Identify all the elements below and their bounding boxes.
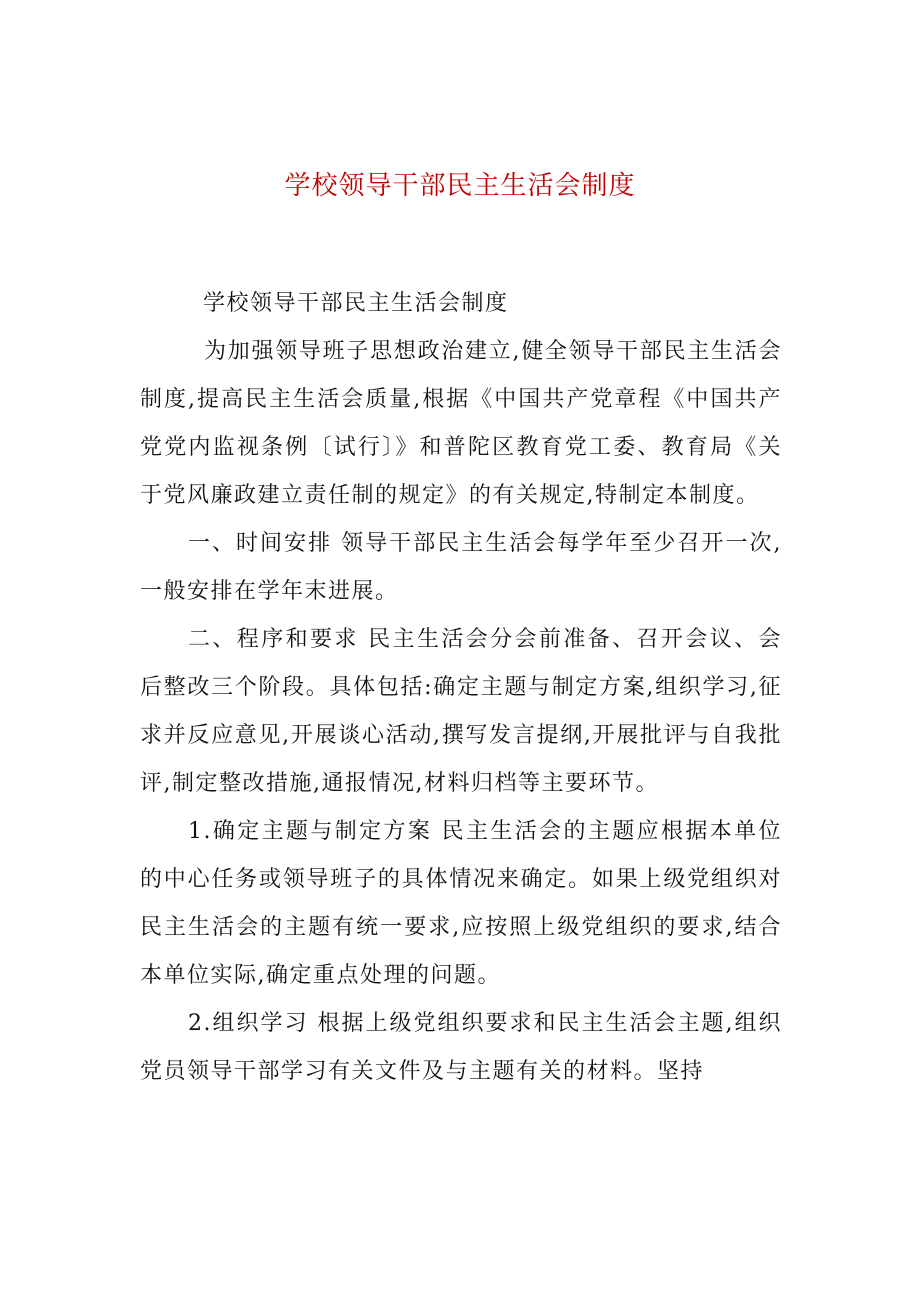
- item-organize-study: 2.组织学习 根据上级党组织要求和民主生活会主题,组织党员领导干部学习有关文件及与主题有关的材料。坚持: [140, 1011, 782, 1084]
- section-time-arrangement: 一、时间安排 领导干部民主生活会每学年至少召开一次,一般安排在学年末进展。: [140, 531, 782, 604]
- document-title: 学校领导干部民主生活会制度: [284, 171, 636, 201]
- document-body: [140, 280, 782, 1096]
- document-subtitle: 学校领导干部民主生活会制度: [203, 291, 509, 316]
- section-procedure-requirements: 二、程序和要求 民主生活会分会前准备、召开会议、会后整改三个阶段。具体包括:确定主题与制定方案,组织学习,征求并反应意见,开展谈心活动,撰写发言提纲,开展批评与自我批评,制定整改措施,通报情况,材料归档等主要环节。: [140, 627, 782, 796]
- item-determine-theme: 1.确定主题与制定方案 民主生活会的主题应根据本单位的中心任务或领导班子的具体情况来确定。如果上级党组织对民主生活会的主题有统一要求,应按照上级党组织的要求,结合本单位实际,确定重点处理的问题。: [140, 819, 782, 988]
- intro-paragraph: 为加强领导班子思想政治建立,健全领导干部民主生活会制度,提高民主生活会质量,根据《中国共产党章程《中国共产党党内监视条例〔试行〕》和普陀区教育党工委、教育局《关于党风廉政建立责任制的规定》的有关规定,特制定本制度。: [140, 339, 782, 508]
